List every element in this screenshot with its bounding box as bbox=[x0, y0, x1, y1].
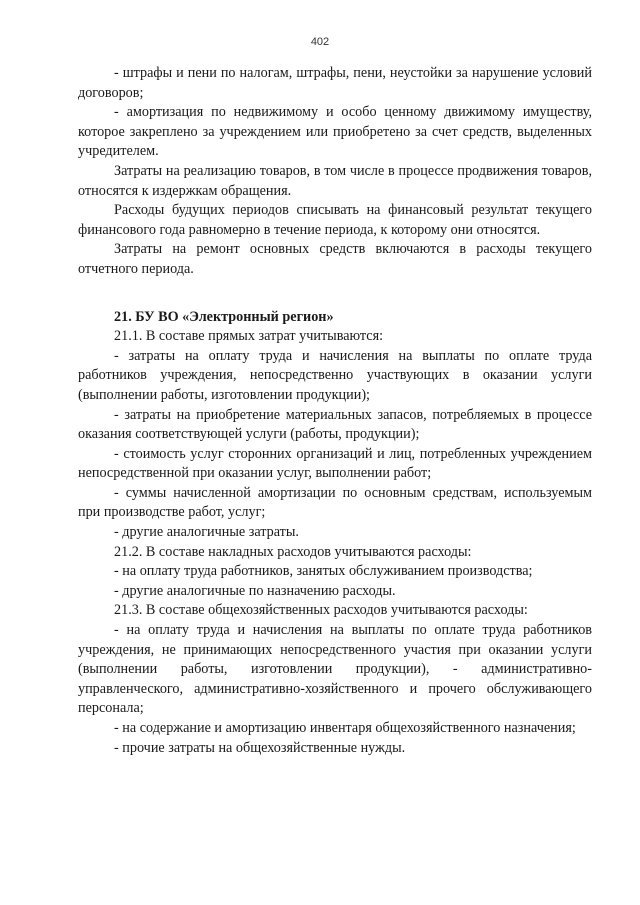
section-heading: 21. БУ ВО «Электронный регион» bbox=[114, 308, 334, 325]
list-item: - суммы начисленной амортизации по основным средствам, используемым при производстве работ, услуг; bbox=[78, 484, 592, 521]
page-number: 402 bbox=[310, 36, 330, 48]
paragraph-depreciation: - амортизация по недвижимому и особо ценному движимому имуществу, которое закреплено за учреждением или приобретено за счет средств, выделенных учредителем. bbox=[78, 104, 592, 160]
paragraph-repair-costs: Затраты на ремонт основных средств включаются в расходы текущего отчетного периода. bbox=[78, 241, 592, 277]
document-body bbox=[78, 64, 592, 758]
list-item: - прочие затраты на общехозяйственные нужды. bbox=[114, 739, 406, 756]
list-item: - стоимость услуг сторонних организаций и лиц, потребленных учреждением непосредственной при оказании услуг, выполнении работ; bbox=[78, 445, 592, 482]
list-item: - на оплату труда работников, занятых обслуживанием производства; bbox=[114, 563, 533, 580]
list-item: - другие аналогичные затраты. bbox=[114, 524, 299, 541]
list-item: - другие аналогичные по назначению расходы. bbox=[114, 582, 396, 599]
list-item: - на содержание и амортизацию инвентаря общехозяйственного назначения; bbox=[114, 720, 576, 736]
paragraph-future-expenses: Расходы будущих периодов списывать на финансовый результат текущего финансового года равномерно в течение периода, к которому они относятся. bbox=[78, 202, 592, 238]
list-item: - затраты на приобретение материальных запасов, потребляемых в процессе оказания соответствующей услуги (работы, продукции); bbox=[78, 406, 592, 443]
clause-21-2: 21.2. В составе накладных расходов учитываются расходы: bbox=[114, 543, 472, 560]
paragraph-sales-costs: Затраты на реализацию товаров, в том числе в процессе продвижения товаров, относятся к издержкам обращения. bbox=[78, 162, 592, 199]
clause-21-1: 21.1. В составе прямых затрат учитываются: bbox=[114, 328, 384, 345]
list-item: - затраты на оплату труда и начисления на выплаты по оплате труда работников учреждения, непосредственно участвующих в оказании услуги (выполнении работы, изготовлении продукции); bbox=[78, 347, 592, 403]
clause-21-3: 21.3. В составе общехозяйственных расходов учитываются расходы: bbox=[114, 602, 528, 619]
list-item: - на оплату труда и начисления на выплаты по оплате труда работников учреждения, не принимающих непосредственного участия при оказании услуги (выполнении работы, изготовлении продукции), - административно-управленческого, административно-хозяйственного и прочего обслуживающего персонала; bbox=[78, 622, 592, 717]
paragraph-fines: - штрафы и пени по налогам, штрафы, пени, неустойки за нарушение условий договоров; bbox=[78, 65, 592, 101]
